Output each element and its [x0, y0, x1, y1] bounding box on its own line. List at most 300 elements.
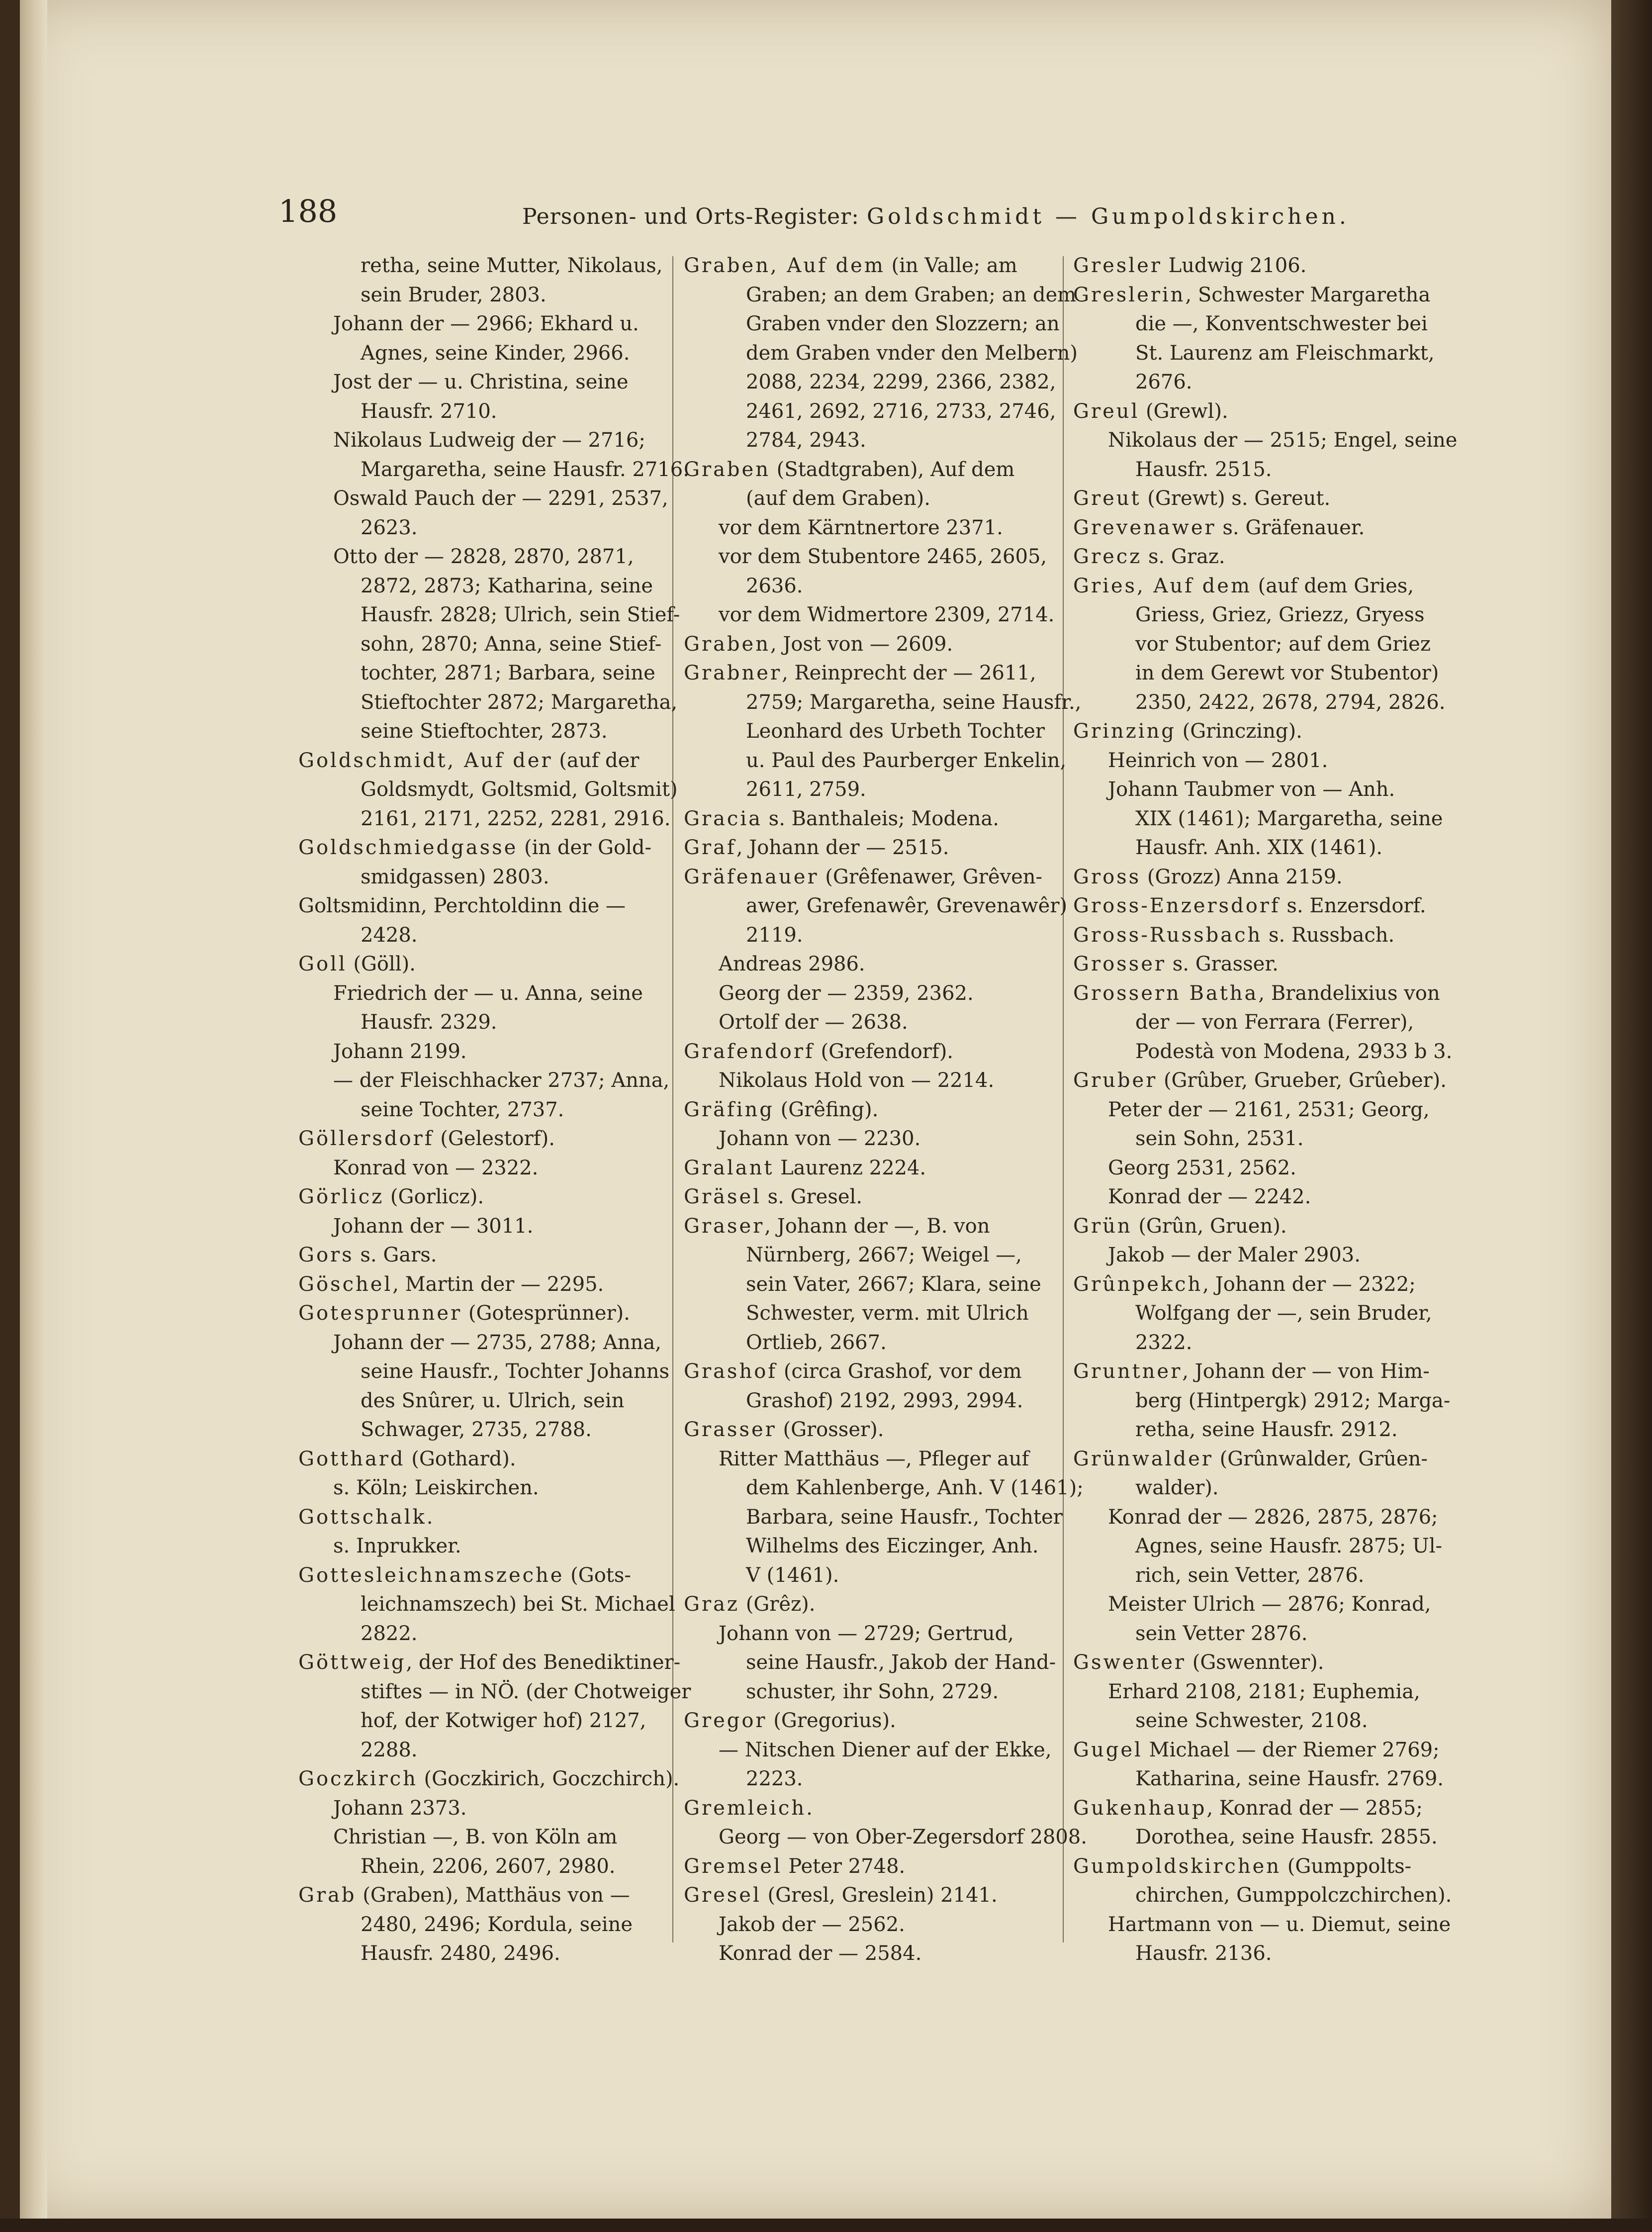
index-entry-line [298, 339, 661, 368]
index-entry-line [684, 426, 1049, 455]
index-entry-heading [684, 833, 1049, 863]
index-entry-line [684, 891, 1068, 921]
entry-text: (Gots- [564, 1563, 631, 1587]
index-entry-line [684, 309, 1060, 339]
index-entry-line [1073, 775, 1442, 804]
entry-text: 2322. [1135, 1331, 1193, 1354]
index-entry-heading [1073, 251, 1442, 281]
entry-keyword: Göschel [298, 1272, 393, 1296]
entry-keyword: Grevenawer [1073, 516, 1216, 539]
entry-text: (Grinczing). [1176, 720, 1302, 743]
entry-keyword: Gross-Russbach [1073, 923, 1263, 947]
entry-text: Konrad der — 2584. [719, 1942, 922, 1965]
index-entry-line [1073, 1299, 1442, 1328]
entry-text: (Stadtgraben), Auf dem [770, 458, 1015, 481]
index-entry-heading [1073, 1445, 1442, 1474]
entry-text: 2611, 2759. [746, 778, 866, 801]
entry-text: in dem Gerewt vor Stubentor) [1135, 662, 1439, 684]
entry-keyword: Greslerin [1073, 283, 1186, 306]
entry-text: , Martin der — 2295. [392, 1272, 604, 1296]
index-entry-line [1073, 1037, 1453, 1067]
entry-text: Johann der — 3011. [333, 1214, 534, 1238]
index-entry-line [1073, 659, 1442, 688]
entry-text: retha, seine Hausfr. 2912. [1135, 1418, 1398, 1441]
entry-text: Hausfr. 2710. [361, 399, 497, 423]
entry-text: s. Graz. [1142, 545, 1225, 568]
index-entry-line [1073, 1154, 1442, 1183]
index-entry-line [1073, 1124, 1442, 1154]
entry-text: Erhard 2108, 2181; Euphemia, [1108, 1680, 1420, 1703]
index-entry-line [298, 281, 661, 310]
index-entry-line [298, 426, 661, 455]
index-entry-line [1073, 1532, 1442, 1561]
entry-keyword: Grosser [1073, 953, 1167, 975]
index-entry-line [298, 1415, 661, 1445]
entry-keyword: Göllersdorf [298, 1127, 434, 1150]
index-entry-line [684, 1124, 1049, 1154]
entry-text: retha, seine Mutter, Nikolaus, [361, 254, 663, 277]
index-entry-line [1073, 1008, 1442, 1037]
entry-keyword: Göttweig [298, 1651, 406, 1674]
entry-keyword: Görlicz [298, 1185, 384, 1208]
entry-text: sein Vetter 2876. [1135, 1622, 1308, 1645]
index-entry-heading [1073, 1852, 1442, 1881]
index-entry-line [298, 368, 661, 397]
index-entry-line [684, 1270, 1049, 1299]
entry-text: Katharina, seine Hausfr. 2769. [1135, 1767, 1444, 1790]
entry-text: (Gswennter). [1186, 1651, 1324, 1674]
index-entry-line [684, 1939, 1049, 1968]
index-entry-line [684, 1619, 1049, 1649]
entry-text: Agnes, seine Hausfr. 2875; Ul- [1135, 1535, 1443, 1557]
entry-text: Laurenz 2224. [774, 1156, 926, 1179]
entry-keyword: Gross-Enzersdorf [1073, 894, 1281, 917]
entry-text: Dorothea, seine Hausfr. 2855. [1135, 1826, 1438, 1848]
entry-text: awer, Grefenawêr, Grevenawêr) [746, 894, 1068, 917]
entry-keyword: Goldschmidt, Auf der [298, 749, 553, 772]
index-entry-line [298, 1008, 661, 1037]
index-entry-line [684, 1328, 1049, 1358]
entry-text: Johann Taubmer von — Anh. [1108, 778, 1395, 801]
entry-text: , Konrad der — 2855; [1206, 1796, 1423, 1820]
entry-text: Christian —, B. von Köln am [333, 1826, 618, 1848]
running-title [522, 204, 1350, 229]
entry-keyword: Grashof [684, 1360, 778, 1383]
entry-text: Hausfr. 2480, 2496. [361, 1942, 560, 1965]
index-entry-line [1073, 339, 1442, 368]
index-entry-heading [1073, 891, 1442, 921]
entry-text: Konrad der — 2242. [1108, 1185, 1311, 1208]
entry-text: (Göll). [347, 953, 416, 975]
index-entry-line [1073, 630, 1442, 659]
index-entry-heading [1073, 397, 1442, 426]
entry-text: rich, sein Vetter, 2876. [1135, 1563, 1365, 1587]
entry-keyword: Gresel [684, 1884, 761, 1907]
entry-text: (Grêfenawer, Grêven- [819, 865, 1043, 888]
entry-text: (Grûber, Grueber, Grûeber). [1157, 1069, 1447, 1092]
entry-text: 2676. [1135, 371, 1193, 393]
entry-text: — Nitschen Diener auf der Ekke, [719, 1738, 1052, 1761]
index-entry-heading [298, 950, 661, 979]
index-entry-line [1073, 309, 1442, 339]
entry-text: Leonhard des Urbeth Tochter [746, 720, 1045, 743]
entry-text: leichnamszech) bei St. Michael [361, 1593, 675, 1616]
entry-text: s. Gräfenauer. [1216, 516, 1365, 539]
index-entry-line [1073, 600, 1442, 630]
entry-text: hof, der Kotwiger hof) 2127, [361, 1709, 646, 1732]
entry-text: (in der Gold- [518, 836, 651, 859]
index-entry-heading [1073, 281, 1442, 310]
entry-text: St. Laurenz am Fleischmarkt, [1135, 341, 1435, 365]
index-entry-line [298, 1852, 661, 1881]
entry-text: Jakob der — 2562. [719, 1913, 905, 1936]
index-entry-heading [298, 1764, 680, 1794]
index-entry-heading [1073, 572, 1442, 601]
entry-text: Konrad der — 2826, 2875, 2876; [1108, 1505, 1438, 1529]
entry-text: 2223. [746, 1767, 803, 1790]
index-entry-line [684, 1823, 1087, 1852]
entry-text: Friedrich der — u. Anna, seine [333, 981, 643, 1005]
index-entry-line [298, 1794, 661, 1823]
index-entry-heading [298, 1182, 661, 1212]
index-entry-line [684, 1386, 1049, 1416]
index-entry-line [684, 572, 1049, 601]
index-entry-line [1073, 426, 1458, 455]
entry-text: Hausfr. 2828; Ulrich, sein Stief- [361, 603, 680, 626]
entry-text: s. Gresel. [761, 1185, 863, 1208]
entry-keyword: Gracia [684, 807, 762, 830]
entry-text: Georg — von Ober-Zegersdorf 2808. [719, 1826, 1087, 1848]
entry-keyword: Goldschmiedgasse [298, 836, 518, 859]
index-entry-heading [1073, 717, 1442, 746]
entry-text: dem Graben vnder den Melbern) [746, 341, 1078, 365]
entry-text: 2088, 2234, 2299, 2366, 2382, [746, 371, 1056, 393]
entry-text: Griess, Griez, Griezz, Gryess [1135, 603, 1425, 626]
index-entry-line [1073, 1677, 1442, 1707]
entry-text: Rhein, 2206, 2607, 2980. [361, 1854, 616, 1878]
index-entry-heading [684, 1095, 1049, 1125]
index-entry-line [1073, 1561, 1442, 1590]
entry-keyword: Gräfing [684, 1098, 774, 1121]
index-entry-line [1073, 1328, 1442, 1358]
entry-text: s. Inprukker. [333, 1535, 461, 1557]
entry-keyword: Greul [1073, 399, 1140, 423]
index-entry-line [1073, 455, 1442, 485]
index-entry-heading [684, 1415, 1049, 1445]
entry-text: Hausfr. 2329. [361, 1011, 497, 1034]
entry-text: (Gumppolts- [1281, 1854, 1412, 1878]
entry-keyword: Gotthard [298, 1447, 405, 1470]
index-entry-heading [1073, 921, 1442, 950]
entry-text: Georg der — 2359, 2362. [719, 981, 974, 1005]
entry-text: Hausfr. 2515. [1135, 458, 1272, 481]
entry-text: (Grewt) s. Gereut. [1141, 487, 1331, 510]
index-entry-line [684, 484, 1049, 513]
index-entry-line [298, 775, 678, 804]
index-entry-line [298, 1386, 661, 1416]
index-entry-heading [684, 1154, 1049, 1183]
running-title-keyword: Goldschmidt — Gumpoldskirchen. [866, 204, 1350, 229]
index-entry-heading [1073, 1648, 1442, 1677]
index-entry-heading [298, 1648, 681, 1677]
entry-text: Ortlieb, 2667. [746, 1331, 887, 1354]
index-entry-line [298, 542, 661, 572]
index-entry-heading [684, 1212, 1049, 1241]
entry-text: 2288. [361, 1738, 418, 1761]
entry-text: sein Vater, 2667; Klara, seine [746, 1272, 1041, 1296]
entry-text: s. Russbach. [1262, 923, 1395, 947]
index-entry-line [684, 1532, 1049, 1561]
index-entry-line [298, 1532, 661, 1561]
entry-text: , Jost von — 2609. [770, 632, 953, 656]
entry-text: Graben vnder den Slozzern; an [746, 312, 1060, 335]
entry-text: Grashof) 2192, 2993, 2994. [746, 1389, 1023, 1412]
entry-text: seine Tochter, 2737. [361, 1098, 564, 1121]
entry-text: 2822. [361, 1622, 418, 1645]
entry-text: Schwester, verm. mit Ulrich [746, 1302, 1029, 1325]
entry-text: (Grêfing). [774, 1098, 879, 1121]
index-entry-line [298, 1590, 675, 1619]
entry-text: , Johann der — von Him- [1182, 1360, 1430, 1383]
index-entry-line [1073, 1415, 1442, 1445]
entry-text: , Reinprecht der — 2611, [782, 662, 1036, 684]
entry-keyword: Graz [684, 1593, 739, 1616]
entry-text: Stieftochter 2872; Margaretha, [361, 690, 678, 714]
index-entry-heading [684, 1852, 1049, 1881]
index-entry-heading [298, 1124, 661, 1154]
index-column-3 [1073, 251, 1458, 1968]
index-entry-heading [1073, 1212, 1442, 1241]
index-entry-heading [684, 863, 1049, 892]
index-entry-line [684, 979, 1049, 1008]
index-entry-line [1073, 833, 1442, 863]
index-entry-line [298, 455, 689, 485]
entry-text: (Grêz). [739, 1593, 816, 1616]
index-entry-line [1073, 1764, 1442, 1794]
index-entry-line [1073, 1881, 1452, 1910]
index-entry-line [298, 1357, 670, 1386]
entry-text: s. Gars. [354, 1244, 437, 1266]
entry-text: Ritter Matthäus —, Pfleger auf [719, 1447, 1029, 1470]
entry-text: vor dem Kärntnertore 2371. [719, 516, 1003, 539]
entry-text: (Grûnwalder, Grûen- [1213, 1447, 1428, 1470]
index-entry-line [298, 630, 661, 659]
index-entry-line [298, 717, 661, 746]
page-number: 188 [278, 193, 338, 229]
entry-text: 2119. [746, 923, 803, 947]
entry-keyword: Gremsel [684, 1854, 782, 1878]
entry-text: (Gotesprünner). [462, 1302, 630, 1325]
entry-text: seine Schwester, 2108. [1135, 1709, 1368, 1732]
entry-keyword: Grabner [684, 662, 782, 684]
index-entry-heading [684, 1881, 1049, 1910]
index-entry-line [298, 659, 661, 688]
entry-keyword: Gräsel [684, 1185, 761, 1208]
entry-text: s. Köln; Leiskirchen. [333, 1476, 539, 1499]
entry-text: , Johann der —, B. von [764, 1214, 990, 1238]
index-entry-line [684, 950, 1049, 979]
index-entry-line [298, 891, 661, 921]
entry-text: Nikolaus Ludweig der — 2716; [333, 429, 645, 452]
index-entry-line [298, 1939, 661, 1968]
entry-text: schuster, ihr Sohn, 2729. [746, 1680, 999, 1703]
book-edge [1611, 0, 1652, 2232]
entry-text: Goltsmidinn, Perchtoldinn die — [298, 894, 626, 917]
index-entry-heading [298, 746, 661, 776]
book-page [20, 0, 1611, 2219]
index-entry-line [298, 309, 661, 339]
index-entry-line [1073, 1386, 1451, 1416]
entry-text: seine Hausfr., Tochter Johanns [361, 1360, 670, 1383]
index-entry-line [684, 1910, 1049, 1940]
index-entry-heading [298, 1299, 661, 1328]
index-entry-line [298, 1095, 661, 1125]
entry-text: Johann von — 2729; Gertrud, [719, 1622, 1014, 1645]
index-entry-line [1073, 746, 1442, 776]
index-entry-heading [1073, 484, 1442, 513]
entry-text: Barbara, seine Hausfr., Tochter [746, 1505, 1063, 1529]
index-entry-line [1073, 1473, 1442, 1503]
entry-keyword: Grünwalder [1073, 1447, 1213, 1470]
entry-text: 2350, 2422, 2678, 2794, 2826. [1135, 690, 1446, 714]
entry-text: smidgassen) 2803. [361, 865, 550, 888]
entry-text: 2428. [361, 923, 418, 947]
page-gutter [20, 0, 47, 2219]
index-entry-line [1073, 1823, 1442, 1852]
index-entry-line [684, 339, 1078, 368]
index-entry-heading [1073, 979, 1442, 1008]
entry-text: u. Paul des Paurberger Enkelin, [746, 749, 1067, 772]
entry-text: berg (Hintpergk) 2912; Marga- [1135, 1389, 1451, 1412]
entry-keyword: Grossern Batha [1073, 981, 1259, 1005]
index-entry-line [684, 1008, 1049, 1037]
index-entry-heading [1073, 950, 1442, 979]
index-entry-heading [298, 833, 661, 863]
entry-text: Agnes, seine Kinder, 2966. [361, 341, 630, 365]
index-entry-heading [1073, 1066, 1447, 1095]
index-entry-heading [1073, 1794, 1442, 1823]
entry-text: s. Grasser. [1166, 953, 1279, 975]
entry-text: Goldsmydt, Goltsmid, Goltsmit) [361, 778, 678, 801]
entry-keyword: Gswenter [1073, 1651, 1187, 1674]
entry-text: Meister Ulrich — 2876; Konrad, [1108, 1593, 1431, 1616]
index-entry-heading [298, 1503, 661, 1532]
entry-text: (Gresl, Greslein) 2141. [761, 1884, 998, 1907]
entry-keyword: Grab [298, 1884, 357, 1907]
index-entry-line [684, 513, 1049, 543]
entry-keyword: Gregor [684, 1709, 767, 1732]
entry-text: Johann der — 2966; Ekhard u. [333, 312, 639, 335]
index-entry-line [684, 1764, 1049, 1794]
entry-text: die —, Konventschwester bei [1135, 312, 1428, 335]
index-entry-line [298, 484, 668, 513]
entry-keyword: Gremleich. [684, 1796, 815, 1820]
index-entry-heading [1073, 513, 1442, 543]
index-entry-line [1073, 1910, 1451, 1940]
entry-text: (Goczkirich, Goczchirch). [417, 1767, 680, 1790]
entry-keyword: Graben [684, 458, 770, 481]
entry-text: Ludwig 2106. [1162, 254, 1307, 277]
index-entry-line [1073, 1095, 1442, 1125]
entry-text: (Gregorius). [767, 1709, 896, 1732]
index-entry-line [1073, 1182, 1442, 1212]
entry-keyword: Gotesprunner [298, 1302, 462, 1325]
entry-text: Graben; an dem Graben; an dem [746, 283, 1077, 306]
index-entry-line [684, 1299, 1049, 1328]
index-entry-line [684, 717, 1049, 746]
entry-keyword: Graf [684, 836, 736, 859]
entry-keyword: Gresler [1073, 254, 1162, 277]
index-entry-line [1073, 1590, 1442, 1619]
index-entry-line [298, 1619, 661, 1649]
entry-text: (Grewl). [1139, 399, 1228, 423]
index-entry-line [684, 397, 1056, 426]
entry-text: Schwager, 2735, 2788. [361, 1418, 592, 1441]
index-entry-line [1073, 688, 1446, 717]
index-entry-heading [684, 804, 1049, 834]
entry-text: Peter der — 2161, 2531; Georg, [1108, 1098, 1430, 1121]
entry-text: vor Stubentor; auf dem Griez [1135, 632, 1431, 656]
index-entry-heading [1073, 542, 1442, 572]
entry-text: sohn, 2870; Anna, seine Stief- [361, 632, 662, 656]
entry-text: s. Banthaleis; Modena. [762, 807, 999, 830]
entry-text: stiftes — in NÖ. (der Chotweiger [361, 1680, 691, 1703]
entry-text: Wilhelms des Eiczinger, Anh. [746, 1535, 1039, 1557]
index-entry-line [298, 1066, 670, 1095]
index-entry-line [298, 688, 678, 717]
column-divider [1063, 256, 1064, 1942]
entry-text: Hausfr. 2136. [1135, 1942, 1272, 1965]
entry-text: Margaretha, seine Hausfr. 2716. [361, 458, 689, 481]
index-entry-heading [684, 251, 1049, 281]
entry-keyword: Graben, Auf dem [684, 254, 885, 277]
entry-text: (auf dem Graben). [746, 487, 930, 510]
entry-text: Johann der — 2735, 2788; Anna, [333, 1331, 661, 1354]
entry-text: Otto der — 2828, 2870, 2871, [333, 545, 634, 568]
index-entry-heading [1073, 863, 1442, 892]
index-entry-line [684, 921, 1049, 950]
index-entry-line [684, 542, 1049, 572]
entry-keyword: Grecz [1073, 545, 1142, 568]
entry-text: s. Enzersdorf. [1280, 894, 1426, 917]
entry-text: (Grefendorf). [814, 1040, 954, 1063]
index-entry-line [298, 804, 671, 834]
entry-keyword: Gugel [1073, 1738, 1143, 1761]
index-entry-heading [298, 1881, 661, 1910]
entry-text: Oswald Pauch der — 2291, 2537, [333, 487, 668, 510]
entry-text: des Snûrer, u. Ulrich, sein [361, 1389, 625, 1412]
entry-text: Johann 2373. [333, 1796, 467, 1820]
entry-text: vor dem Widmertore 2309, 2714. [719, 603, 1055, 626]
entry-text: 2759; Margaretha, seine Hausfr., [746, 690, 1082, 714]
book-edge-bottom [0, 2219, 1652, 2232]
index-entry-line [298, 251, 661, 281]
entry-keyword: Grafendorf [684, 1040, 815, 1063]
entry-text: chirchen, Gumppolczchirchen). [1135, 1884, 1452, 1907]
index-entry-line [684, 1648, 1056, 1677]
index-entry-line [684, 281, 1077, 310]
entry-keyword: Gruber [1073, 1069, 1158, 1092]
entry-text: (circa Grashof, vor dem [777, 1360, 1022, 1383]
index-entry-line [298, 1736, 661, 1765]
entry-text: Andreas 2986. [719, 953, 865, 975]
index-entry-heading [684, 1706, 1049, 1736]
index-entry-line [298, 863, 661, 892]
entry-text: seine Hausfr., Jakob der Hand- [746, 1651, 1056, 1674]
entry-keyword: Gralant [684, 1156, 774, 1179]
entry-text: sein Bruder, 2803. [361, 283, 547, 306]
index-entry-line [684, 1241, 1049, 1270]
